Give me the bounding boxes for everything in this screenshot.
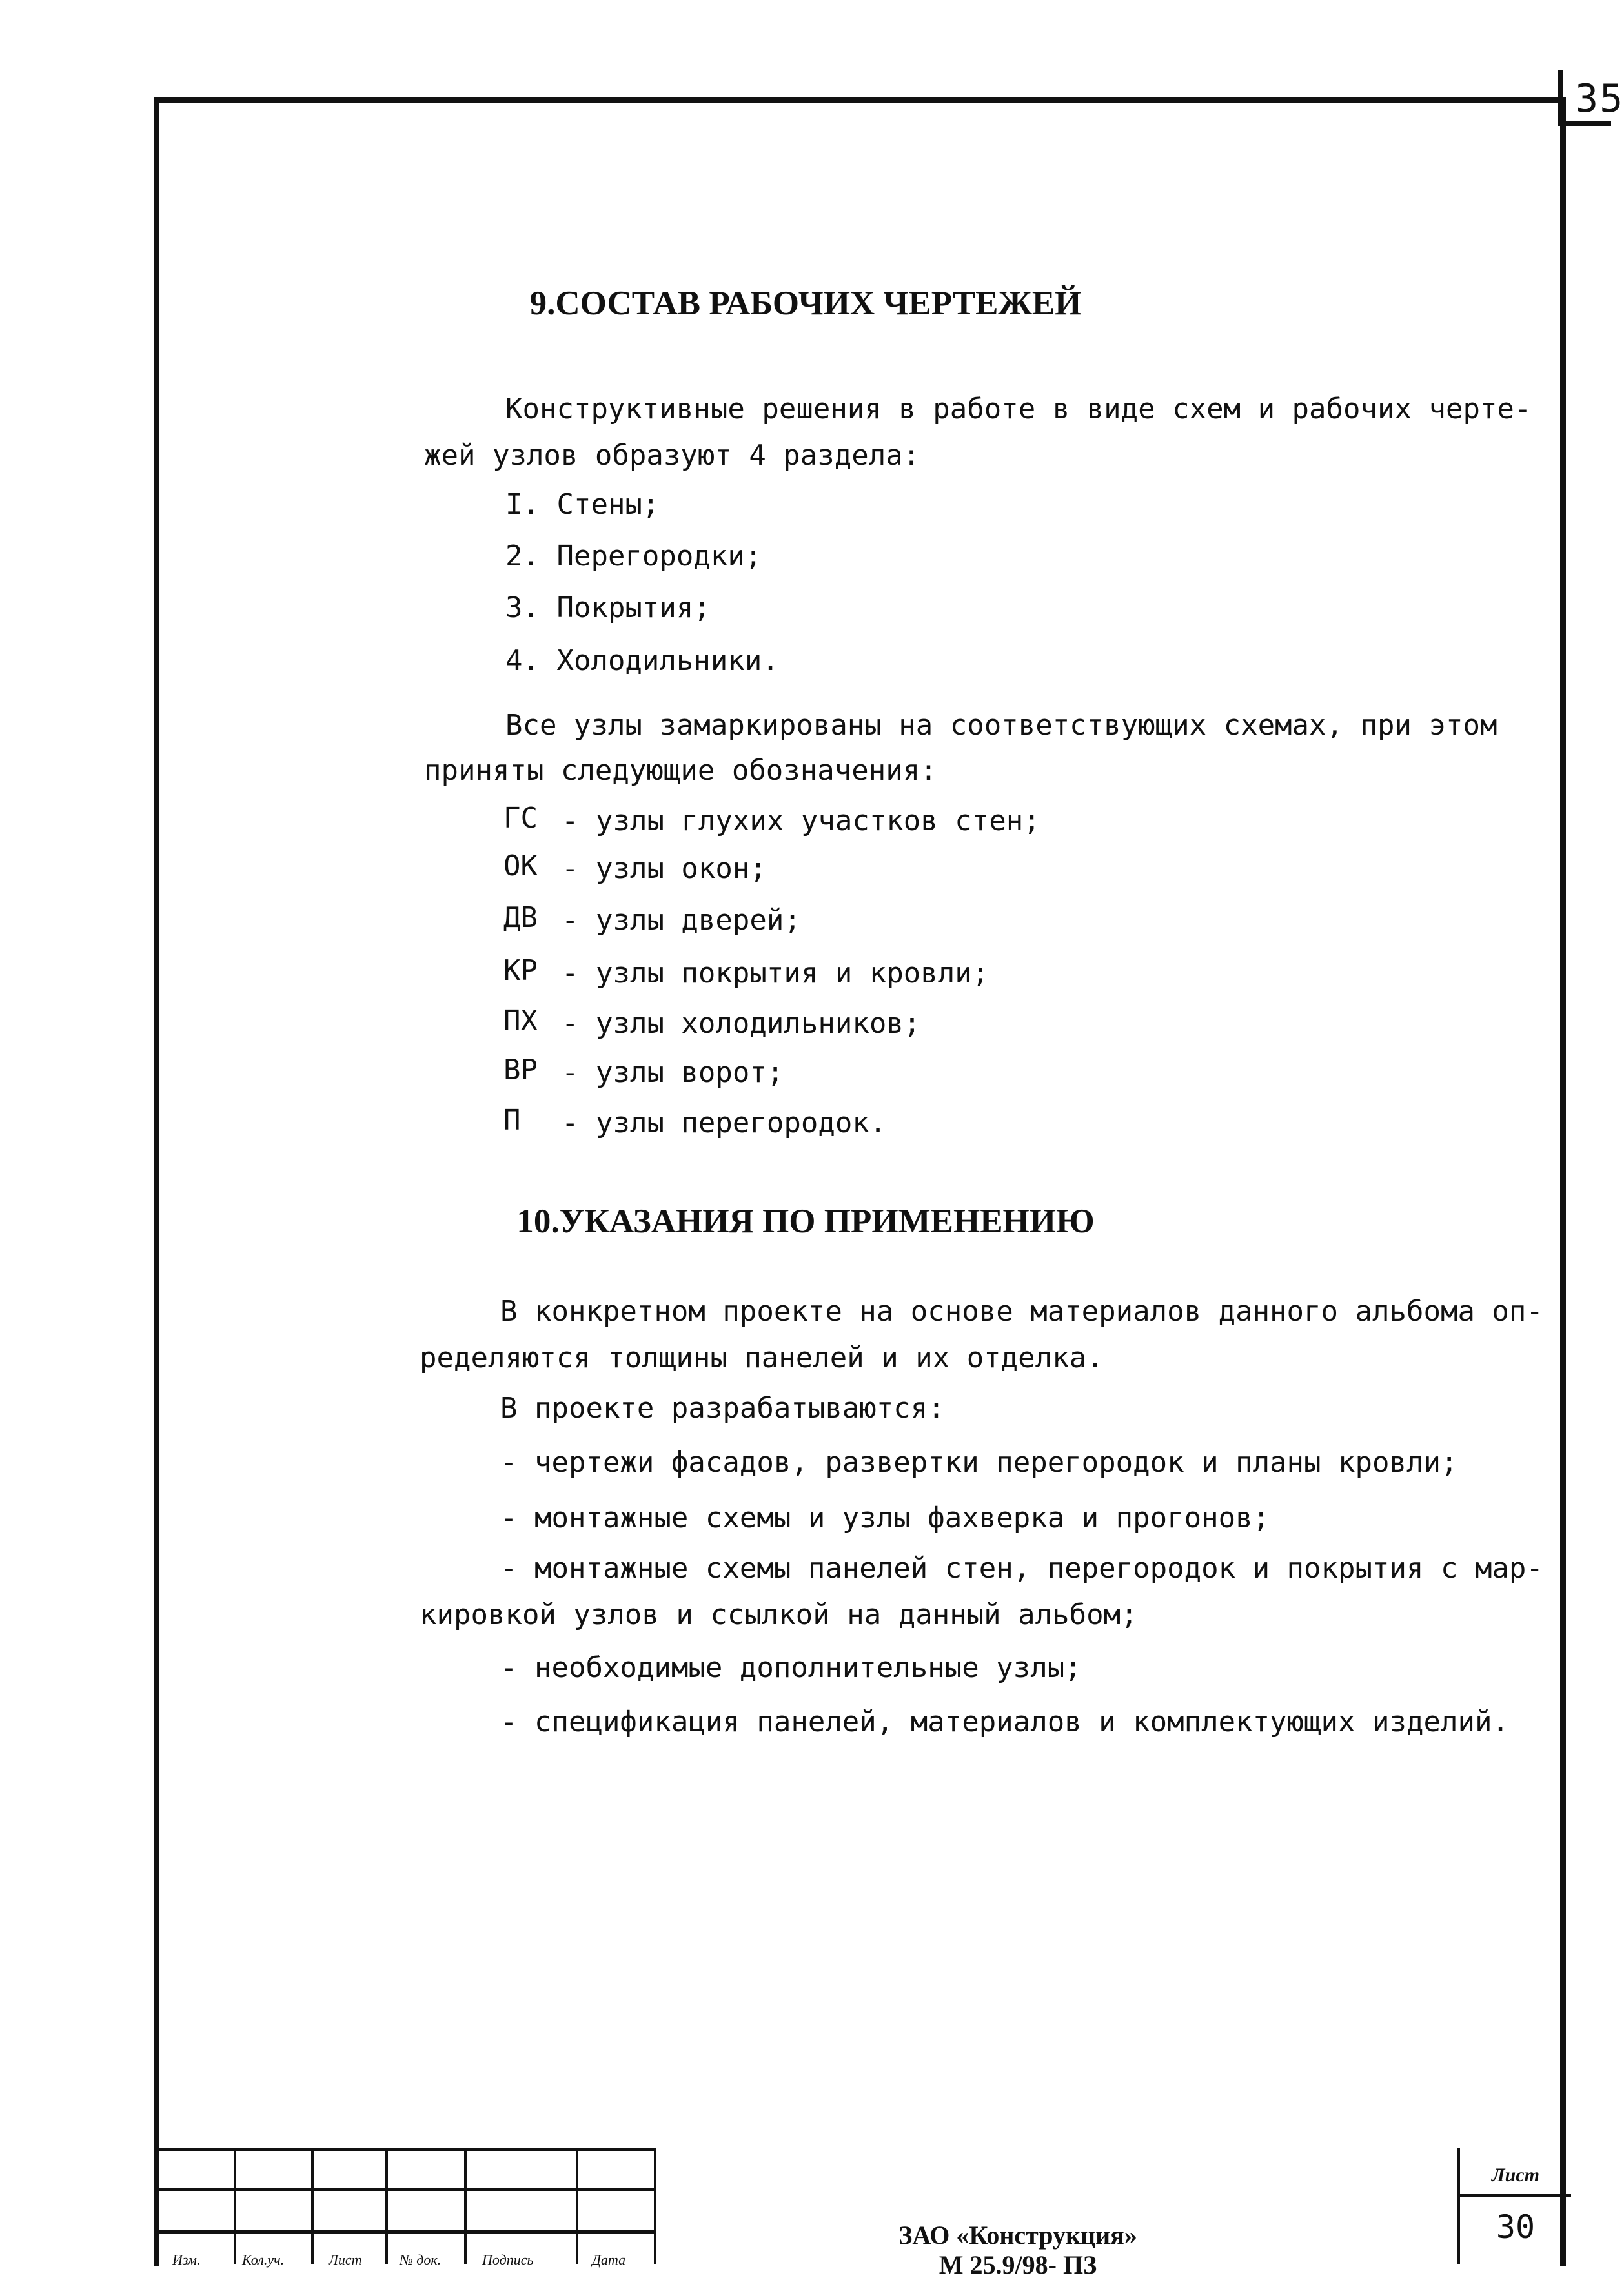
organization-name: ЗАО «Конструкция»	[898, 2221, 1137, 2250]
sheet-box-divider	[1460, 2194, 1571, 2197]
designation-text: - узлы окон;	[562, 852, 767, 885]
section-10-paragraph-1-line-2: ределяются толщины панелей и их отделка.	[420, 1341, 1104, 1374]
designation-code: ПХ	[503, 1004, 538, 1037]
sheet-label: Лист	[1492, 2164, 1539, 2186]
document-code: М 25.9/98- ПЗ	[939, 2250, 1097, 2279]
section-list-item: I. Стены;	[505, 488, 660, 521]
section-list-item: 2. Перегородки;	[505, 540, 762, 573]
section-9-title: 9.СОСТАВ РАБОЧИХ ЧЕРТЕЖЕЙ	[529, 285, 1082, 322]
designation-text: - узлы перегородок.	[562, 1106, 887, 1139]
deliverable-item: - монтажные схемы панелей стен, перегородок и покрытия с мар-	[500, 1552, 1543, 1585]
deliverable-item: - спецификация панелей, материалов и комплектующих изделий.	[500, 1705, 1509, 1738]
section-10-title: 10.УКАЗАНИЯ ПО ПРИМЕНЕНИЮ	[516, 1203, 1095, 1240]
section-9-paragraph-2-line-2: приняты следующие обозначения:	[424, 754, 937, 787]
section-9-paragraph-1-line-2: жей узлов образуют 4 раздела:	[424, 439, 920, 472]
section-9-paragraph-2-line-1: Все узлы замаркированы на соответствующих схемах, при этом	[505, 709, 1497, 742]
stamp-header: Лист	[329, 2252, 362, 2268]
designation-code: КР	[503, 954, 538, 987]
designation-text: - узлы ворот;	[562, 1056, 784, 1089]
corner-line	[1558, 121, 1611, 126]
deliverable-item: - необходимые дополнительные узлы;	[500, 1651, 1082, 1684]
section-list-item: 3. Покрытия;	[505, 591, 711, 624]
designation-text: - узлы дверей;	[562, 904, 801, 937]
section-list-item: 4. Холодильники.	[505, 644, 779, 677]
designation-text: - узлы холодильников;	[562, 1007, 921, 1040]
deliverable-item-continuation: кировкой узлов и ссылкой на данный альбом;	[420, 1598, 1138, 1631]
corner-tick	[1558, 70, 1563, 124]
stamp-header: Подпись	[482, 2252, 534, 2268]
designation-code: ВР	[503, 1053, 538, 1086]
section-10-intro: В проекте разрабатываются:	[500, 1392, 945, 1425]
page-corner-number: 35	[1575, 76, 1624, 121]
designation-text: - узлы покрытия и кровли;	[562, 957, 990, 990]
section-9-paragraph-1-line-1: Конструктивные решения в работе в виде схем и рабочих черте-	[505, 392, 1532, 425]
designation-code: ОК	[503, 850, 538, 882]
stamp-header: № док.	[400, 2252, 442, 2268]
stamp-title-block	[656, 2148, 1457, 2279]
stamp-header: Дата	[592, 2252, 626, 2268]
stamp-header: Изм.	[172, 2252, 201, 2268]
deliverable-item: - монтажные схемы и узлы фахверка и прогонов;	[500, 1501, 1270, 1534]
designation-text: - узлы глухих участков стен;	[562, 804, 1040, 837]
sheet-number-box	[1457, 2148, 1571, 2264]
stamp-header: Кол.уч.	[242, 2252, 285, 2268]
section-10-paragraph-1-line-1: В конкретном проекте на основе материалов данного альбома оп-	[500, 1295, 1543, 1328]
designation-code: П	[503, 1104, 521, 1137]
designation-code: ДВ	[503, 901, 538, 934]
designation-code: ГС	[503, 802, 538, 835]
sheet-number: 30	[1496, 2208, 1536, 2246]
deliverable-item: - чертежи фасадов, развертки перегородок и планы кровли;	[500, 1446, 1458, 1479]
